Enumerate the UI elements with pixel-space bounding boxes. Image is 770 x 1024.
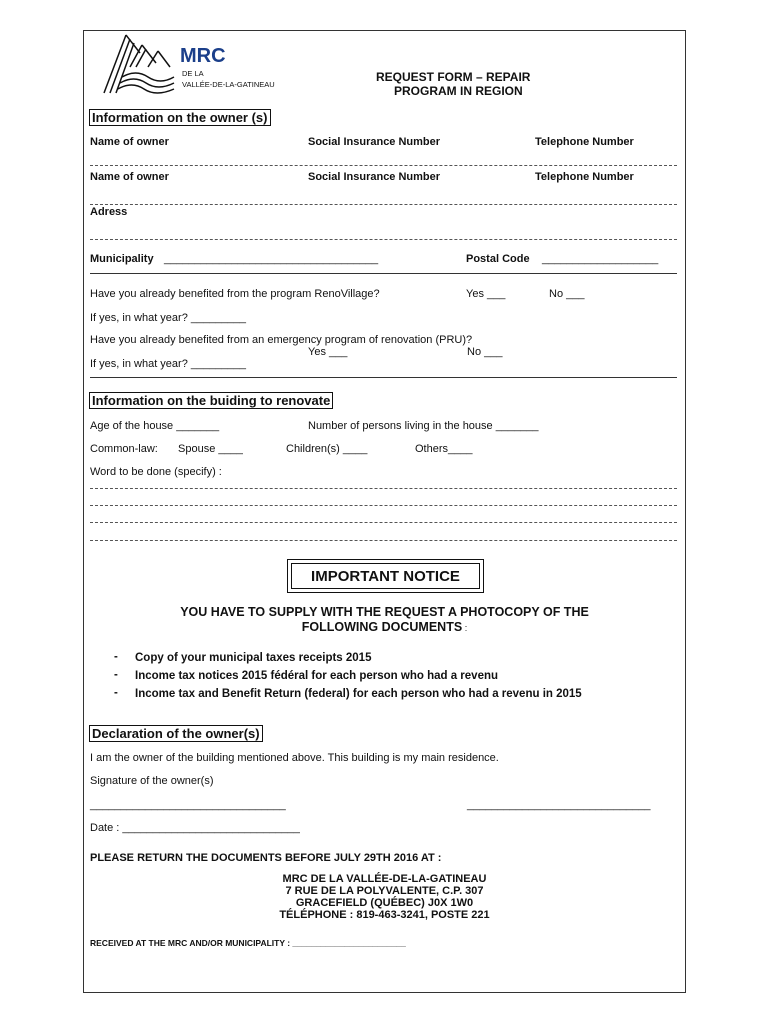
received-line[interactable]: RECEIVED AT THE MRC AND/OR MUNICIPALITY : ________________________ <box>90 938 406 948</box>
owner-name-label-1: Name of owner <box>90 136 169 148</box>
renovillage-question: Have you already benefited from the program RenoVillage? <box>90 288 380 300</box>
sin-label-2: Social Insurance Number <box>308 171 441 183</box>
pru-year[interactable]: If yes, in what year? _________ <box>90 358 246 370</box>
notice-line2: FOLLOWING DOCUMENTS <box>301 620 463 634</box>
signature-label: Signature of the owner(s) <box>90 775 214 787</box>
work-line-2[interactable] <box>90 505 677 506</box>
return-heading: PLEASE RETURN THE DOCUMENTS BEFORE JULY 29TH 2016 AT : <box>90 852 442 864</box>
renovillage-no[interactable]: No ___ <box>549 288 585 300</box>
notice-line1: YOU HAVE TO SUPPLY WITH THE REQUEST A PHOTOCOPY OF THE <box>180 605 589 619</box>
notice-item-3: Income tax and Benefit Return (federal) for each person who had a revenu in 2015 <box>135 688 582 700</box>
address-line[interactable] <box>90 239 677 240</box>
work-label: Word to be done (specify) : <box>90 466 222 478</box>
owner-divider-1 <box>90 273 677 274</box>
pru-question: Have you already benefited from an emergency program of renovation (PRU)? <box>90 334 473 346</box>
pru-no[interactable]: No ___ <box>467 346 503 358</box>
postal-code-field[interactable]: ___________________ <box>542 253 659 265</box>
date-field[interactable]: Date : _____________________________ <box>90 822 300 834</box>
spouse-field[interactable]: Spouse ____ <box>178 443 243 455</box>
renovillage-yes[interactable]: Yes ___ <box>466 288 506 300</box>
return-address-line2: 7 RUE DE LA POLYVALENTE, C.P. 307 <box>285 885 484 897</box>
municipality-label: Municipality <box>90 253 154 265</box>
signature-field-1[interactable]: ________________________________ <box>90 799 286 811</box>
logo-brand: MRC <box>180 45 226 67</box>
children-field[interactable]: Children(s) ____ <box>286 443 368 455</box>
return-address-line1: MRC DE LA VALLÉE-DE-LA-GATINEAU <box>282 873 487 885</box>
municipality-field[interactable]: ___________________________________ <box>164 253 379 265</box>
declaration-statement: I am the owner of the building mentioned above. This building is my main residence. <box>90 752 499 764</box>
owner-row2-line[interactable] <box>90 204 677 205</box>
sin-label-1: Social Insurance Number <box>308 136 441 148</box>
work-line-3[interactable] <box>90 522 677 523</box>
notice-line2-wrap <box>83 620 686 634</box>
notice-item-2: Income tax notices 2015 fédéral for each person who had a revenu <box>135 670 499 682</box>
owner-name-label-2: Name of owner <box>90 171 169 183</box>
notice-item-1: Copy of your municipal taxes receipts 2015 <box>135 652 372 664</box>
return-address-line3: GRACEFIELD (QUÉBEC) J0X 1W0 <box>295 897 474 909</box>
mrc-logo <box>96 33 296 95</box>
phone-label-2: Telephone Number <box>535 171 634 183</box>
declaration-heading: Declaration of the owner(s) <box>89 725 263 742</box>
return-address-line4: TÉLÉPHONE : 819-463-3241, POSTE 221 <box>279 909 490 921</box>
signature-field-2[interactable]: ______________________________ <box>467 799 651 811</box>
pru-yes[interactable]: Yes ___ <box>308 346 348 358</box>
building-section-heading: Information on the buiding to renovate <box>89 392 333 409</box>
form-title-line2: PROGRAM IN REGION <box>394 84 523 98</box>
form-title-line1: REQUEST FORM – REPAIR <box>376 70 531 84</box>
owner-divider-2 <box>90 377 677 378</box>
work-line-1[interactable] <box>90 488 677 489</box>
owner-row1-line[interactable] <box>90 165 677 166</box>
notice-bullet-3: - <box>114 687 118 699</box>
notice-line2-suffix: : <box>462 623 468 633</box>
important-notice-box <box>287 559 484 593</box>
phone-label-1: Telephone Number <box>535 136 634 148</box>
owner-section-heading: Information on the owner (s) <box>89 109 271 126</box>
logo-line2: VALLÉE-DE-LA-GATINEAU <box>182 80 275 89</box>
important-notice-title: IMPORTANT NOTICE <box>291 563 480 589</box>
logo-line1: DE LA <box>182 69 204 78</box>
postal-code-label: Postal Code <box>466 253 530 265</box>
address-label: Adress <box>90 206 128 218</box>
notice-bullet-2: - <box>114 669 118 681</box>
logo-mark <box>104 35 174 93</box>
work-line-4[interactable] <box>90 540 677 541</box>
persons-count[interactable]: Number of persons living in the house _______ <box>308 420 539 432</box>
common-law-label: Common-law: <box>90 443 158 455</box>
house-age[interactable]: Age of the house _______ <box>90 420 220 432</box>
notice-bullet-1: - <box>114 651 118 663</box>
others-field[interactable]: Others____ <box>415 443 473 455</box>
renovillage-year[interactable]: If yes, in what year? _________ <box>90 312 246 324</box>
